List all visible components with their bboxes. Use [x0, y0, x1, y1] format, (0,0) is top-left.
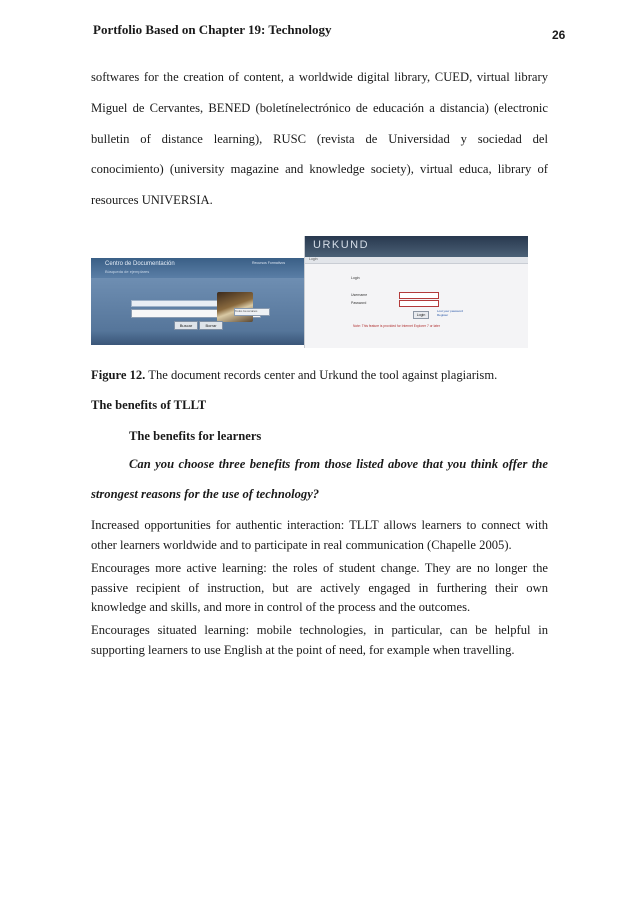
doc-center-title: Centro de Documentación: [105, 261, 175, 267]
intro-line: conocimiento) (university magazine and knowledge society), virtual educa, library of: [91, 162, 548, 177]
urkund-links: [437, 309, 463, 317]
resource-select: Todos los recursos: [234, 308, 270, 316]
benefit-line: knowledge and skills, and more in control of the process and the outcomes.: [91, 600, 471, 615]
urkund-nav: [305, 257, 528, 264]
benefit-paragraph-1: [91, 516, 548, 555]
question-line-1: Can you choose three benefits from those listed above that you think offer the: [129, 457, 548, 471]
doc-search-button: Buscar: [174, 321, 198, 330]
benefit-line: Increased opportunities for authentic interaction: TLLT allows learners to connect with: [91, 518, 548, 532]
figure-caption: [91, 368, 497, 383]
password-field: [399, 300, 439, 307]
intro-line: bulletin of distance learning), RUSC (revista de Universidad y sociedad del: [91, 131, 548, 146]
urkund-logo: URKUND: [313, 239, 370, 251]
search-hint-box: [131, 300, 219, 307]
doc-center-logo: Recursos Formativos: [252, 261, 286, 265]
doc-clear-button: Borrar: [199, 321, 223, 330]
caption-text: The document records center and Urkund the tool against plagiarism.: [148, 368, 498, 382]
username-field: [399, 292, 439, 299]
page-number: 26: [552, 28, 566, 42]
intro-paragraph: [91, 62, 548, 216]
lost-password-link: Lost your password: [437, 309, 464, 313]
doc-center-shade: [91, 331, 304, 345]
intro-line: resources UNIVERSIA.: [91, 193, 213, 208]
doc-center-subtitle: Búsqueda de ejemplares: [105, 269, 150, 274]
question-line-2: strongest reasons for the use of technology?: [91, 487, 320, 501]
benefit-line: other learners worldwide and to participate in real communication (Chapelle 2005).: [91, 537, 512, 552]
books-image: [217, 292, 253, 322]
register-link: Register: [437, 313, 449, 317]
password-label: Password: [351, 301, 367, 305]
benefit-line: passive recipient of instruction, but are actively engaged in furthering their own: [91, 580, 548, 595]
intro-line: softwares for the creation of content, a worldwide digital library, CUED, virtual library: [91, 70, 548, 84]
benefit-paragraph-3: [91, 621, 548, 660]
username-label: Username: [351, 293, 368, 297]
subsection-heading: The benefits for learners: [129, 429, 262, 443]
benefit-line: Encourages situated learning: mobile technologies, in particular, can be helpful in: [91, 623, 548, 637]
intro-line: Miguel de Cervantes, BENED (boletínelectrónico de educación a distancia) (electronic: [91, 100, 548, 115]
urkund-login-button: Login: [413, 311, 429, 319]
benefit-line: Encourages more active learning: the roles of student change. They are no longer the: [91, 561, 548, 575]
benefit-line: supporting learners to use English at the point of need, for example when travelling.: [91, 642, 515, 657]
section-heading: The benefits of TLLT: [91, 398, 207, 412]
caption-label: Figure 12.: [91, 368, 146, 382]
header-title: Portfolio Based on Chapter 19: Technology: [93, 22, 332, 37]
urkund-nav-label: Login: [309, 257, 318, 261]
urkund-note: Note: This feature is provided for Internet Explorer 7 or later: [353, 324, 440, 328]
benefit-paragraph-2: [91, 559, 548, 618]
figure-12: [91, 236, 527, 348]
urkund-screenshot: [304, 236, 528, 348]
login-heading: Login: [351, 276, 360, 280]
documentation-center-screenshot: [91, 258, 304, 345]
urkund-login-form: [347, 276, 477, 321]
